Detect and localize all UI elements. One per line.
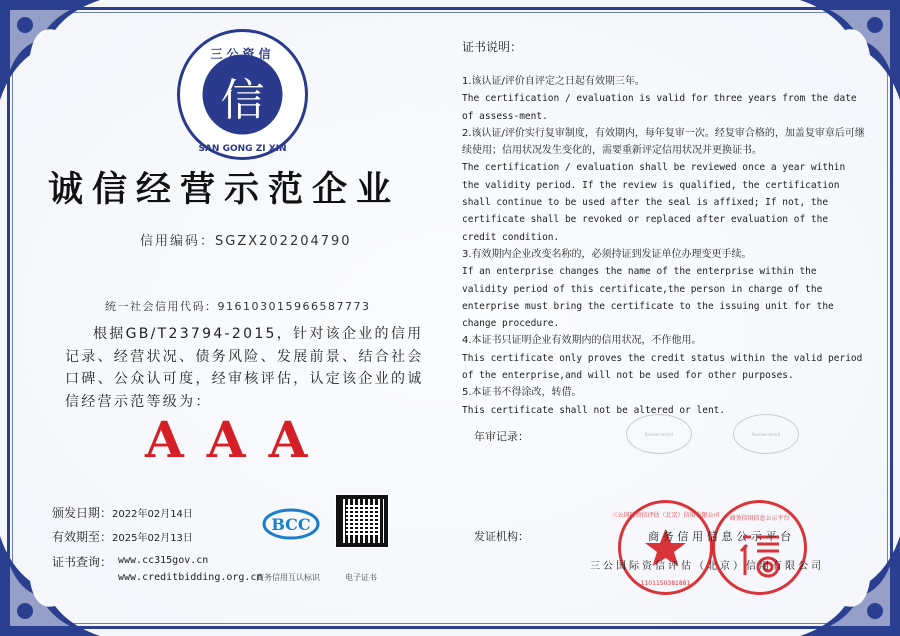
issuer-label: 发证机构：: [474, 530, 529, 543]
seal-text: 三公国际资信评估（北京）信用有限公司: [611, 512, 720, 519]
note-en: This certificate only proves the credit status within the valid period of the enterprise,and will not be used for other purposes.: [462, 352, 863, 382]
credit-code: 信用编码：SGZX202204790: [140, 234, 352, 249]
review-label: 年审记录：: [474, 430, 529, 443]
issue-date-value: 2022年02月14日: [112, 509, 193, 520]
platform-seal: [712, 500, 807, 595]
note-en: The certification / evaluation is valid for three years from the date of assess-ment.: [462, 93, 857, 122]
valid-until-label: 有效期至：: [52, 530, 113, 544]
note-cn: 1.该认证/评价自评定之日起有效期三年。: [462, 76, 645, 87]
logo-bottom-text: SAN GONG ZI XIN: [198, 144, 287, 154]
logo-glyph: 信: [220, 75, 265, 126]
seal-text: 商务信用信息公示平台: [729, 515, 790, 522]
notes-list: [462, 73, 867, 419]
valid-until: [52, 528, 193, 545]
note-cn: 3.有效期内企业改变名称的，必须持证到发证单位办理变更手续。: [462, 248, 752, 260]
uscc-code: 统一社会信用代码：916103015966587773: [105, 300, 371, 313]
qr-code[interactable]: [336, 495, 388, 547]
assessment-paragraph: 根据GB/T23794-2015，针对该企业的信用记录、经营状况、债务风险、发展前景、结合社会口碑、公众认可度，经审核评估，认定该企业的诚信经营示范等级为：: [65, 326, 424, 410]
notes-heading: 证书说明：: [462, 40, 523, 54]
review-stamp-slot: Review record: [626, 414, 692, 454]
note-cn: 5.本证书不得涂改，转借。: [462, 387, 582, 399]
query-label: 证书查询：: [52, 555, 113, 569]
note-cn: 2.该认证/评价实行复审制度，有效期内，每年复审一次。经复审合格的，加盖复审章后可继续使用；信用状况发生变化的，需要重新评定信用状况并更换证书。: [462, 127, 865, 157]
note-en: The certification / evaluation shall be reviewed once a year within the validity period. If the review is qualified, the certification shall continue to be used after the seal is affixed; If not, the certificate shall be revoked or replaced after evaluation of the credit condition.: [462, 162, 846, 243]
issuer-line-2: 三公国际资信评估（北京）信用有限公司: [590, 561, 824, 572]
bcc-caption: 商务信用互认标识: [256, 573, 320, 582]
corner-ornament-icon: [0, 0, 110, 110]
bcc-logo-text: BCC: [271, 515, 311, 534]
issuer-line-1: 商务信用信息公示平台: [648, 530, 795, 543]
qr-caption: 电子证书: [345, 573, 377, 582]
seal-number: 1101150381881: [640, 580, 691, 587]
issue-date: [52, 504, 193, 521]
sangong-logo: [175, 27, 310, 162]
note-en: This certificate shall not be altered or lent.: [462, 404, 726, 416]
issue-date-label: 颁发日期：: [52, 506, 113, 520]
logo-top-text: 三公资信: [210, 47, 275, 61]
review-stamp-slot: Review record: [733, 414, 799, 454]
bcc-logo: [262, 503, 320, 541]
issuer-seal-red-star: [611, 500, 720, 595]
credit-grade: AAA: [145, 410, 331, 469]
certificate-title: 诚信经营示范企业: [48, 169, 401, 210]
note-en: If an enterprise changes the name of the enterprise within the validity period of this certificate,the person in charge of the enterprise must bring the certificate to the issuing unit for the change procedure.: [462, 266, 834, 330]
valid-until-value: 2025年02月13日: [112, 533, 193, 544]
query-url-2[interactable]: www.creditbidding.org.cn: [118, 572, 263, 583]
note-cn: 4.本证书只证明企业有效期内的信用状况，不作他用。: [462, 335, 702, 347]
query-url-1[interactable]: www.cc315gov.cn: [118, 555, 209, 566]
